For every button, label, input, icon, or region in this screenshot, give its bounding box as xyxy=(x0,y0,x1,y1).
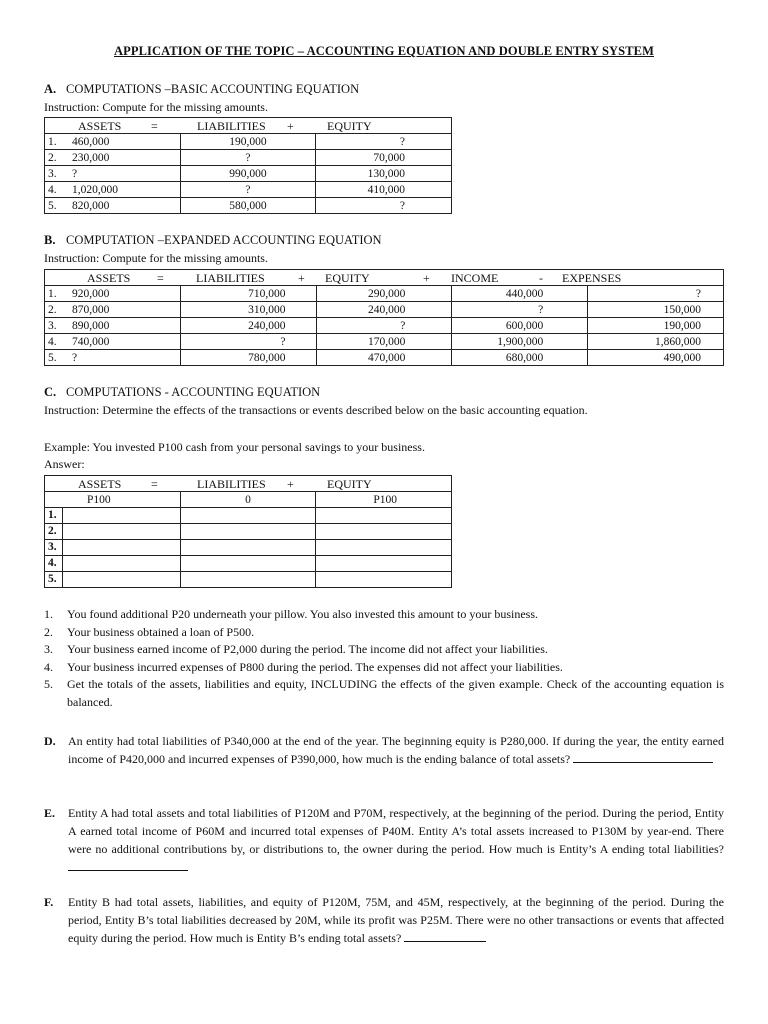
answer-row xyxy=(45,556,452,572)
assets-cell: 820,000 xyxy=(72,199,110,212)
problem-d-letter: D. xyxy=(44,734,56,748)
item-number: 5. xyxy=(44,677,53,691)
section-b-title: COMPUTATION –EXPANDED ACCOUNTING EQUATION xyxy=(66,233,382,247)
assets-cell: 920,000 xyxy=(72,287,110,300)
item-number: 1. xyxy=(44,607,53,621)
assets-cell: ? xyxy=(72,167,78,180)
equity-header: EQUITY xyxy=(327,476,372,491)
table-row xyxy=(45,302,724,318)
liabilities-cell: 240,000 xyxy=(180,318,316,334)
assets-cell: 740,000 xyxy=(72,335,110,348)
example-row xyxy=(45,492,452,508)
section-a-instruction: Instruction: Compute for the missing amounts. xyxy=(44,100,268,114)
equity-cell: 290,000 xyxy=(316,286,452,302)
answer-assets-input[interactable] xyxy=(63,572,180,587)
item-number: 4. xyxy=(44,659,53,674)
item-text: Your business obtained a loan of P500. xyxy=(67,624,255,639)
equals-sign: = xyxy=(157,270,164,285)
item-text: Get the totals of the assets, liabilities and equity, INCLUDING the effects of the given example. Check of the accounting equation is balanced. xyxy=(67,677,724,709)
row-number: 1. xyxy=(45,508,63,523)
assets-cell: 870,000 xyxy=(72,303,110,316)
assets-header: ASSETS xyxy=(87,270,131,285)
item-text: Your business incurred expenses of P800 during the period. The expenses did not affect your liabilities. xyxy=(67,659,563,674)
assets-cell: 1,020,000 xyxy=(72,183,118,196)
liabilities-cell: ? xyxy=(180,334,316,350)
problem-e xyxy=(44,804,724,876)
table-row xyxy=(45,350,724,366)
assets-cell: 460,000 xyxy=(72,135,110,148)
answer-row xyxy=(45,572,452,588)
row-number: 4. xyxy=(45,556,63,571)
problem-f-answer-blank[interactable] xyxy=(404,930,486,942)
row-number: 2. xyxy=(45,524,63,539)
table-row xyxy=(45,286,724,302)
row-number: 3. xyxy=(48,319,57,332)
equity-cell: 130,000 xyxy=(316,166,452,182)
example-equity-cell: P100 xyxy=(316,492,452,508)
page-title: APPLICATION OF THE TOPIC – ACCOUNTING EQUATION AND DOUBLE ENTRY SYSTEM xyxy=(114,44,654,58)
answer-equity-input[interactable] xyxy=(316,556,452,572)
row-number: 5. xyxy=(48,199,57,212)
table-row xyxy=(45,134,452,150)
answer-equity-input[interactable] xyxy=(316,524,452,540)
plus-sign: + xyxy=(287,476,294,491)
expenses-cell: 490,000 xyxy=(588,350,724,366)
table-row xyxy=(45,198,452,214)
income-cell: 600,000 xyxy=(452,318,588,334)
section-c-heading xyxy=(44,385,320,400)
list-item xyxy=(44,606,724,624)
example-text: Example: You invested P100 cash from your personal savings to your business. xyxy=(44,440,425,454)
equity-cell: 470,000 xyxy=(316,350,452,366)
equals-sign: = xyxy=(151,118,158,133)
section-b-instruction: Instruction: Compute for the missing amounts. xyxy=(44,251,268,265)
expenses-header: EXPENSES xyxy=(562,270,622,285)
section-b-heading xyxy=(44,233,382,248)
equals-sign: = xyxy=(151,476,158,491)
answer-liabilities-input[interactable] xyxy=(180,524,316,540)
assets-cell: ? xyxy=(72,351,78,364)
problem-e-text: Entity A had total assets and total liabilities of P120M and P70M, respectively, at the beginning of the period. During the period, Entity A earned total income of P60M and incurred total expenses of P40M. Entity A’s total assets increased to P130M by year-end. There were no additional contributions by, or distributions to, the owner during the period. How much is Entity’s A ending total liabilities? xyxy=(68,806,724,856)
row-number: 1. xyxy=(48,287,57,300)
problem-d-answer-blank[interactable] xyxy=(573,751,713,763)
section-b-table xyxy=(44,269,724,366)
answer-equity-input[interactable] xyxy=(316,540,452,556)
equity-header: EQUITY xyxy=(325,270,370,285)
list-item xyxy=(44,624,724,642)
assets-header: ASSETS xyxy=(78,476,122,491)
answer-liabilities-input[interactable] xyxy=(180,572,316,588)
income-header: INCOME xyxy=(451,270,499,285)
problem-d-text: An entity had total liabilities of P340,000 at the end of the year. The beginning equity is P280,000. If during the year, the entity earned income of P420,000 and incurred expenses of P390,000, how much is the ending balance of total assets? xyxy=(68,734,724,766)
equity-cell: ? xyxy=(316,134,452,150)
row-number: 5. xyxy=(45,572,63,587)
minus-sign: - xyxy=(539,270,543,285)
row-number: 3. xyxy=(45,540,63,555)
problem-f-letter: F. xyxy=(44,895,54,909)
plus-sign: + xyxy=(287,118,294,133)
row-number: 1. xyxy=(48,135,57,148)
liabilities-cell: 190,000 xyxy=(180,134,316,150)
list-item xyxy=(44,641,724,659)
example-assets-cell: P100 xyxy=(45,492,181,508)
expenses-cell: 1,860,000 xyxy=(588,334,724,350)
section-c-answer-table xyxy=(44,475,452,588)
liabilities-cell: ? xyxy=(180,182,316,198)
liabilities-header: LIABILITIES xyxy=(197,118,266,133)
list-item xyxy=(44,676,724,711)
example-liabilities-cell: 0 xyxy=(180,492,316,508)
row-number: 3. xyxy=(48,167,57,180)
equity-cell: ? xyxy=(316,318,452,334)
answer-assets-input[interactable] xyxy=(63,524,180,539)
liabilities-header: LIABILITIES xyxy=(196,270,265,285)
row-number: 4. xyxy=(48,183,57,196)
row-number: 4. xyxy=(48,335,57,348)
item-text: Your business earned income of P2,000 during the period. The income did not affect your liabilities. xyxy=(67,642,548,656)
answer-row xyxy=(45,508,452,524)
problem-d xyxy=(44,732,724,768)
section-a-letter: A. xyxy=(44,82,57,96)
table-header-row xyxy=(45,476,452,492)
section-a-table xyxy=(44,117,452,214)
section-c-title: COMPUTATIONS - ACCOUNTING EQUATION xyxy=(66,385,321,399)
item-text: You found additional P20 underneath your pillow. You also invested this amount to your business. xyxy=(67,607,538,621)
table-row xyxy=(45,318,724,334)
section-a-title: COMPUTATIONS –BASIC ACCOUNTING EQUATION xyxy=(66,82,360,96)
equity-cell: 240,000 xyxy=(316,302,452,318)
income-cell: ? xyxy=(452,302,588,318)
problem-f xyxy=(44,893,724,947)
answer-assets-input[interactable] xyxy=(63,556,180,571)
liabilities-cell: 710,000 xyxy=(180,286,316,302)
answer-liabilities-input[interactable] xyxy=(180,508,316,524)
liabilities-header: LIABILITIES xyxy=(197,476,266,491)
section-c-letter: C. xyxy=(44,385,57,399)
equity-header: EQUITY xyxy=(327,118,372,133)
answer-row xyxy=(45,524,452,540)
answer-row xyxy=(45,540,452,556)
answer-liabilities-input[interactable] xyxy=(180,540,316,556)
liabilities-cell: ? xyxy=(180,150,316,166)
table-header-row xyxy=(45,270,724,286)
assets-header: ASSETS xyxy=(78,118,122,133)
income-cell: 1,900,000 xyxy=(452,334,588,350)
answer-assets-input[interactable] xyxy=(63,508,180,523)
answer-label: Answer: xyxy=(44,457,85,471)
income-cell: 440,000 xyxy=(452,286,588,302)
section-a-heading xyxy=(44,82,359,97)
answer-assets-input[interactable] xyxy=(63,540,180,555)
liabilities-cell: 580,000 xyxy=(180,198,316,214)
assets-cell: 230,000 xyxy=(72,151,110,164)
section-c-instruction: Instruction: Determine the effects of the transactions or events described below on the basic accounting equation. xyxy=(44,403,588,417)
table-row xyxy=(45,182,452,198)
expenses-cell: 150,000 xyxy=(588,302,724,318)
assets-cell: 890,000 xyxy=(72,319,110,332)
answer-equity-input[interactable] xyxy=(316,508,452,524)
row-number: 5. xyxy=(48,351,57,364)
equity-cell: ? xyxy=(316,198,452,214)
answer-liabilities-input[interactable] xyxy=(180,556,316,572)
liabilities-cell: 780,000 xyxy=(180,350,316,366)
table-row xyxy=(45,334,724,350)
answer-equity-input[interactable] xyxy=(316,572,452,588)
expenses-cell: ? xyxy=(588,286,724,302)
expenses-cell: 190,000 xyxy=(588,318,724,334)
income-cell: 680,000 xyxy=(452,350,588,366)
item-number: 2. xyxy=(44,624,53,639)
list-item xyxy=(44,659,724,677)
problem-e-letter: E. xyxy=(44,806,56,820)
table-row xyxy=(45,166,452,182)
transaction-list xyxy=(44,606,724,711)
row-number: 2. xyxy=(48,303,57,316)
liabilities-cell: 990,000 xyxy=(180,166,316,182)
item-number: 3. xyxy=(44,642,53,656)
liabilities-cell: 310,000 xyxy=(180,302,316,318)
problem-f-text: Entity B had total assets, liabilities, and equity of P120M, 75M, and 45M, respectively, at the beginning of the period. During the period, Entity B’s total liabilities decreased by 20M, while its profit was P25M. There were no other transactions or events that affected equity during the period. How much is Entity B’s ending total assets? xyxy=(68,895,724,945)
table-row xyxy=(45,150,452,166)
section-b-letter: B. xyxy=(44,233,56,247)
table-header-row xyxy=(45,118,452,134)
equity-cell: 70,000 xyxy=(316,150,452,166)
equity-cell: 410,000 xyxy=(316,182,452,198)
row-number: 2. xyxy=(48,151,57,164)
problem-e-answer-blank[interactable] xyxy=(68,859,188,871)
plus-sign: + xyxy=(423,270,430,285)
plus-sign: + xyxy=(298,270,305,285)
equity-cell: 170,000 xyxy=(316,334,452,350)
